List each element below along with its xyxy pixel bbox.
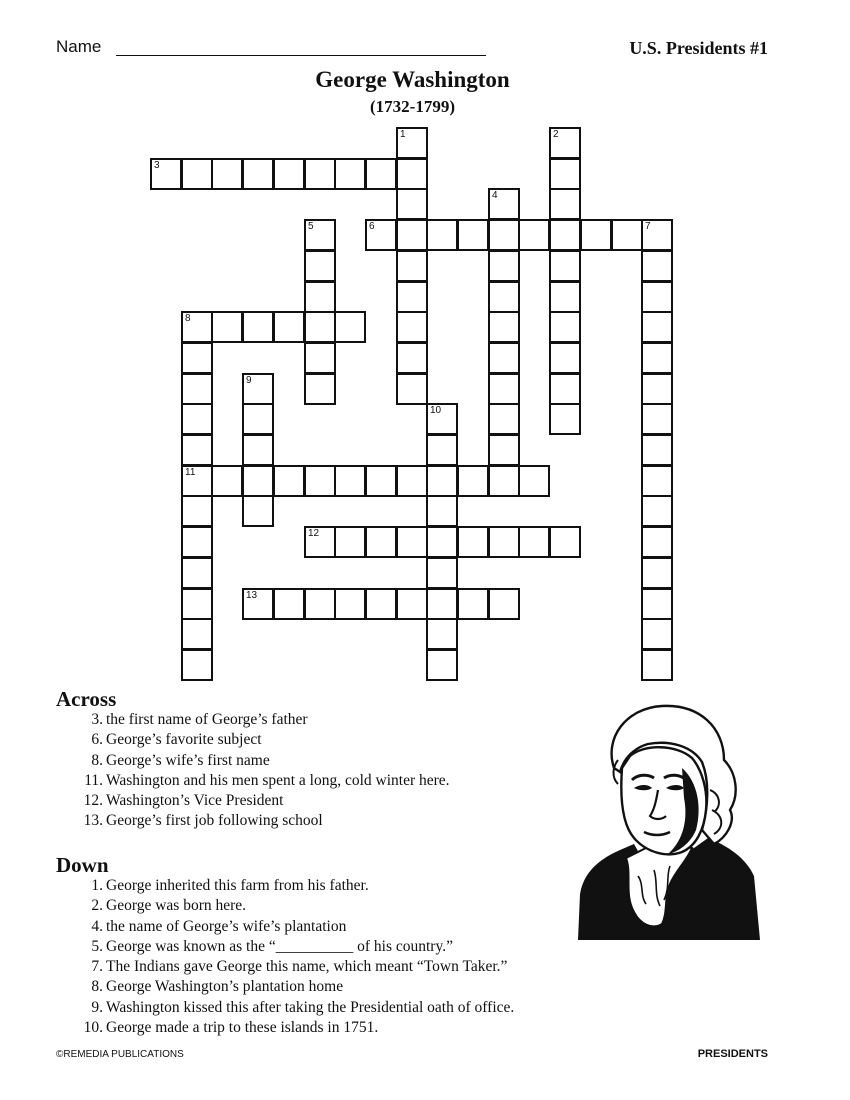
crossword-cell[interactable] <box>426 526 458 558</box>
across-clue <box>56 771 586 791</box>
crossword-cell[interactable] <box>426 618 458 650</box>
crossword-cell[interactable] <box>518 526 550 558</box>
crossword-cell[interactable] <box>457 219 489 251</box>
crossword-cell[interactable] <box>365 219 397 251</box>
crossword-cell[interactable] <box>426 434 458 466</box>
clue-text: Washington kissed this after taking the Presidential oath of office. <box>106 998 515 1016</box>
crossword-cell[interactable] <box>273 465 305 497</box>
crossword-cell[interactable] <box>426 495 458 527</box>
clue-number: 11. <box>84 771 103 789</box>
crossword-cell[interactable] <box>396 281 428 313</box>
crossword-cell[interactable] <box>641 557 673 589</box>
clue-number-label: 7 <box>645 221 651 232</box>
section-label: PRESIDENTS <box>697 1048 768 1060</box>
clue-number: 1. <box>91 877 103 894</box>
clue-text: George was known as the “__________ of his country.” <box>106 937 453 955</box>
crossword-cell[interactable] <box>549 342 581 374</box>
clue-number: 8. <box>91 751 103 769</box>
clue-number-label: 1 <box>400 129 406 140</box>
crossword-cell[interactable] <box>426 403 458 435</box>
crossword-cell[interactable] <box>457 465 489 497</box>
crossword-cell[interactable] <box>334 158 366 190</box>
across-clue-list <box>56 710 586 832</box>
down-clue <box>56 977 586 997</box>
crossword-cell[interactable] <box>304 311 336 343</box>
crossword-cell[interactable] <box>549 127 581 159</box>
crossword-cell[interactable] <box>641 434 673 466</box>
crossword-cell[interactable] <box>211 158 243 190</box>
crossword-cell[interactable] <box>488 403 520 435</box>
clue-number: 9. <box>91 998 103 1016</box>
crossword-cell[interactable] <box>181 649 213 681</box>
crossword-cell[interactable] <box>457 588 489 620</box>
across-clue <box>56 751 586 771</box>
crossword-cell[interactable] <box>488 588 520 620</box>
crossword-cell[interactable] <box>396 373 428 405</box>
clue-number: 4. <box>91 917 103 935</box>
crossword-cell[interactable] <box>181 158 213 190</box>
crossword-cell[interactable] <box>273 588 305 620</box>
crossword-cell[interactable] <box>549 403 581 435</box>
clue-number: 3. <box>91 711 103 728</box>
crossword-cell[interactable] <box>181 342 213 374</box>
crossword-cell[interactable] <box>396 465 428 497</box>
clue-number-label: 8 <box>185 313 191 324</box>
crossword-cell[interactable] <box>304 465 336 497</box>
crossword-cell[interactable] <box>488 281 520 313</box>
crossword-cell[interactable] <box>396 219 428 251</box>
crossword-cell[interactable] <box>549 158 581 190</box>
crossword-cell[interactable] <box>273 311 305 343</box>
crossword-cell[interactable] <box>426 588 458 620</box>
clue-text: Washington and his men spent a long, cold winter here. <box>106 771 450 789</box>
across-clue <box>56 791 586 811</box>
crossword-cell[interactable] <box>549 250 581 282</box>
crossword-cell[interactable] <box>426 649 458 681</box>
crossword-cell[interactable] <box>242 311 274 343</box>
crossword-cell[interactable] <box>641 495 673 527</box>
down-clue <box>56 937 586 957</box>
crossword-cell[interactable] <box>334 526 366 558</box>
crossword-cell[interactable] <box>488 373 520 405</box>
crossword-cell[interactable] <box>304 158 336 190</box>
name-label: Name <box>56 37 102 56</box>
crossword-cell[interactable] <box>641 649 673 681</box>
crossword-cell[interactable] <box>181 465 213 497</box>
crossword-cell[interactable] <box>518 219 550 251</box>
clue-text: George made a trip to these islands in 1751. <box>106 1019 379 1037</box>
clue-text: George’s first job following school <box>106 812 323 830</box>
crossword-cell[interactable] <box>641 618 673 650</box>
crossword-cell[interactable] <box>242 403 274 435</box>
clue-number: 2. <box>91 897 103 915</box>
crossword-cell[interactable] <box>549 281 581 313</box>
publisher-credit: ©REMEDIA PUBLICATIONS <box>56 1049 184 1060</box>
across-clue <box>56 730 586 750</box>
down-heading: Down <box>56 853 109 877</box>
clue-number: 7. <box>91 958 103 976</box>
clue-number: 5. <box>91 937 103 955</box>
clue-number: 13. <box>83 812 103 830</box>
clue-number: 8. <box>91 978 103 996</box>
crossword-cell[interactable] <box>518 465 550 497</box>
crossword-cell[interactable] <box>641 250 673 282</box>
crossword-cell[interactable] <box>211 311 243 343</box>
crossword-cell[interactable] <box>488 311 520 343</box>
crossword-cell[interactable] <box>611 219 643 251</box>
george-washington-portrait <box>574 698 762 940</box>
crossword-cell[interactable] <box>242 158 274 190</box>
crossword-cell[interactable] <box>211 465 243 497</box>
crossword-cell[interactable] <box>334 465 366 497</box>
clue-text: George was born here. <box>106 897 247 915</box>
crossword-cell[interactable] <box>181 526 213 558</box>
clue-text: The Indians gave George this name, which meant “Town Taker.” <box>106 958 508 976</box>
clue-number-label: 5 <box>308 221 314 232</box>
clue-number: 6. <box>91 731 103 749</box>
crossword-cell[interactable] <box>641 373 673 405</box>
clue-text: George inherited this farm from his father. <box>106 877 369 894</box>
crossword-cell[interactable] <box>181 495 213 527</box>
crossword-cell[interactable] <box>457 526 489 558</box>
crossword-cell[interactable] <box>396 342 428 374</box>
crossword-cell[interactable] <box>304 342 336 374</box>
life-dates: (1732-1799) <box>370 97 455 116</box>
series-label: U.S. Presidents #1 <box>629 38 768 58</box>
crossword-cell[interactable] <box>242 465 274 497</box>
crossword-cell[interactable] <box>396 526 428 558</box>
crossword-cell[interactable] <box>150 158 182 190</box>
clue-number-label: 3 <box>154 160 160 171</box>
crossword-cell[interactable] <box>488 342 520 374</box>
crossword-cell[interactable] <box>488 526 520 558</box>
across-clue <box>56 710 586 730</box>
crossword-cell[interactable] <box>396 250 428 282</box>
clue-number-label: 2 <box>553 129 559 140</box>
down-clue <box>56 1018 586 1038</box>
crossword-cell[interactable] <box>181 557 213 589</box>
clue-number: 10. <box>83 1019 103 1037</box>
clue-text: George’s wife’s first name <box>106 751 270 769</box>
clue-number-label: 4 <box>492 190 498 201</box>
crossword-cell[interactable] <box>396 188 428 220</box>
crossword-cell[interactable] <box>641 588 673 620</box>
clue-text: George’s favorite subject <box>106 731 262 749</box>
crossword-cell[interactable] <box>304 373 336 405</box>
crossword-cell[interactable] <box>304 219 336 251</box>
clue-text: the first name of George’s father <box>106 711 308 728</box>
down-clue <box>56 917 586 937</box>
crossword-cell[interactable] <box>181 311 213 343</box>
crossword-cell[interactable] <box>304 526 336 558</box>
crossword-cell[interactable] <box>641 526 673 558</box>
crossword-cell[interactable] <box>334 311 366 343</box>
crossword-cell[interactable] <box>304 250 336 282</box>
clue-number-label: 10 <box>430 405 442 416</box>
across-clue <box>56 811 586 831</box>
crossword-cell[interactable] <box>426 219 458 251</box>
crossword-cell[interactable] <box>365 158 397 190</box>
crossword-cell[interactable] <box>365 588 397 620</box>
crossword-cell[interactable] <box>242 373 274 405</box>
crossword-cell[interactable] <box>488 188 520 220</box>
crossword-cell[interactable] <box>641 311 673 343</box>
crossword-cell[interactable] <box>242 495 274 527</box>
down-clue <box>56 998 586 1018</box>
clue-number-label: 13 <box>246 590 258 601</box>
crossword-cell[interactable] <box>488 250 520 282</box>
crossword-cell[interactable] <box>396 311 428 343</box>
crossword-cell[interactable] <box>426 465 458 497</box>
crossword-cell[interactable] <box>488 434 520 466</box>
crossword-cell[interactable] <box>549 219 581 251</box>
crossword-cell[interactable] <box>641 281 673 313</box>
crossword-cell[interactable] <box>549 526 581 558</box>
clue-text: the name of George’s wife’s plantation <box>106 917 347 935</box>
crossword-cell[interactable] <box>396 158 428 190</box>
crossword-cell[interactable] <box>181 618 213 650</box>
clue-number-label: 11 <box>185 467 196 478</box>
crossword-cell[interactable] <box>580 219 612 251</box>
crossword-cell[interactable] <box>181 588 213 620</box>
down-clue-list <box>56 876 586 1038</box>
crossword-cell[interactable] <box>396 127 428 159</box>
crossword-cell[interactable] <box>181 373 213 405</box>
clue-text: Washington’s Vice President <box>106 792 284 810</box>
crossword-cell[interactable] <box>304 281 336 313</box>
clue-number-label: 12 <box>308 528 320 539</box>
crossword-cell[interactable] <box>273 158 305 190</box>
clue-number-label: 9 <box>246 375 252 386</box>
down-clue <box>56 957 586 977</box>
crossword-cell[interactable] <box>396 588 428 620</box>
clue-number-label: 6 <box>369 221 375 232</box>
crossword-cell[interactable] <box>426 557 458 589</box>
down-clue <box>56 896 586 916</box>
crossword-cell[interactable] <box>242 434 274 466</box>
crossword-cell[interactable] <box>181 434 213 466</box>
crossword-cell[interactable] <box>641 465 673 497</box>
clue-number: 12. <box>83 792 103 810</box>
crossword-cell[interactable] <box>549 188 581 220</box>
crossword-cell[interactable] <box>641 403 673 435</box>
clue-text: George Washington’s plantation home <box>106 978 344 996</box>
crossword-cell[interactable] <box>641 219 673 251</box>
crossword-cell[interactable] <box>488 465 520 497</box>
crossword-cell[interactable] <box>365 465 397 497</box>
crossword-cell[interactable] <box>304 588 336 620</box>
down-clue <box>56 876 586 896</box>
crossword-cell[interactable] <box>488 219 520 251</box>
across-heading: Across <box>56 687 117 711</box>
crossword-cell[interactable] <box>365 526 397 558</box>
page-title: George Washington <box>315 67 510 92</box>
crossword-cell[interactable] <box>242 588 274 620</box>
crossword-cell[interactable] <box>549 373 581 405</box>
crossword-cell[interactable] <box>549 311 581 343</box>
name-line[interactable] <box>116 55 486 56</box>
crossword-cell[interactable] <box>181 403 213 435</box>
crossword-cell[interactable] <box>641 342 673 374</box>
crossword-cell[interactable] <box>334 588 366 620</box>
